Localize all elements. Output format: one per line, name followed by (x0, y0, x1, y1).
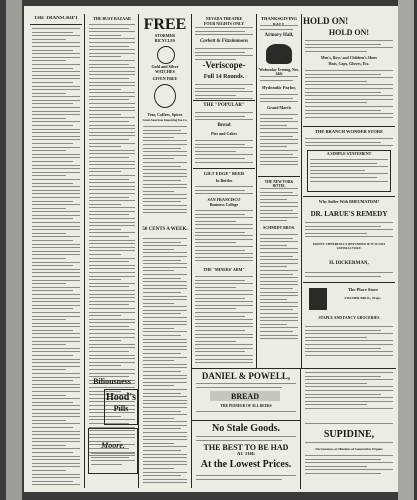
stormer-label: STORMER (154, 33, 176, 38)
at-the-label: AT THE (236, 452, 256, 457)
moore-title: Moore. (101, 441, 125, 450)
bicycle-wheel-icon (157, 46, 175, 64)
masthead-rule (30, 24, 82, 25)
great-american-label: Great American Importing Tea Co. (142, 118, 188, 122)
schmidt-bros-title: SCHMIDT BROS. (263, 225, 295, 230)
bread-title: Bread (217, 123, 231, 128)
new-york-hotel-title: THE NEW YORK HOTEL (264, 180, 294, 188)
moore-ad (88, 428, 138, 474)
watches-label: WATCHES (155, 69, 175, 74)
column-divider (256, 14, 257, 368)
nervousness-label: Nervousness or Illusions of Generative Organs (315, 447, 383, 451)
column-divider (191, 14, 192, 488)
lowest-prices-title: At the Lowest Prices. (200, 459, 292, 470)
full-rounds-title: Full 14 Rounds. (203, 74, 245, 80)
veriscope-title: -Veriscope- (202, 60, 246, 70)
hoods-title: Hood's (105, 392, 136, 403)
san-francisco-title: SAN FRANCISCO (207, 197, 241, 202)
turkey-illustration (266, 44, 292, 64)
dr-larue-title: DR. LARUE'S REMEDY (310, 210, 388, 218)
right-page-edge (398, 0, 414, 500)
column-hold-on (303, 16, 395, 370)
hydraulic-parlor-title: Hydraulic Parlor, (262, 85, 296, 90)
biliousness-ad: Biliousness (93, 377, 131, 386)
wonder-store-title: THE BRANCH WONDER STORE (314, 129, 384, 134)
pills-title: Pills (113, 404, 129, 413)
hold-on-header: HOLD ON! (303, 16, 349, 26)
bread-title-bottom: BREAD (230, 392, 259, 401)
left-page-edge (6, 0, 22, 500)
daniel-powell-title: DANIEL & POWELL, (201, 371, 291, 381)
hoods-pills-ad (104, 389, 138, 425)
given-free-label: GIVEN FREE (152, 76, 178, 81)
gold-silver-label: Gold and Silver (151, 64, 179, 69)
grand-march-title: Grand March (267, 105, 291, 110)
column-divider (301, 14, 302, 368)
free-headline: FREE (143, 16, 187, 33)
armory-hall-title: Armory Hall, (264, 33, 294, 38)
pocket-watch-icon (154, 84, 176, 108)
staple-fancy-title: STAPLE AND FANCY GROCERIES (318, 316, 380, 320)
four-nights-title: FOUR NIGHTS ONLY (203, 21, 245, 26)
money-refunded-note: MONEY CHEERFULLY REFUNDED IF IT IS NOT SATISFACTORY. (312, 242, 386, 250)
fischer-bros-title: FISCHER BROS., Props. (344, 296, 382, 300)
no-stale-goods-ad (194, 423, 298, 489)
bottom-right-text (303, 372, 395, 420)
best-to-be-had: THE BEST TO BE HAD (203, 443, 289, 452)
popular-bakery-title: THE "POPULAR" (203, 103, 245, 108)
column-divider (300, 369, 301, 489)
column-thanksgiving (258, 16, 300, 370)
place-store-title: The Place Store (347, 287, 379, 292)
thanksgiving-ball-title: THANKSGIVING (260, 16, 297, 21)
transcript-text-block (32, 28, 80, 486)
column-free-ad (141, 16, 189, 486)
cents-a-week-label: 50 CENTS A WEEK. (142, 227, 188, 232)
rheumatism-title: Why Suffer With RHEUMATISM? (318, 199, 380, 204)
nevada-theatre-title: NEVADA THEATRE (205, 16, 243, 21)
hats-caps-title: Hats, Caps, Gloves, Etc. (328, 61, 370, 66)
wednesday-date: Wednesday Evening, Nov. 24th (259, 68, 299, 76)
column-divider (84, 14, 85, 488)
hold-on-subheader: HOLD ON! (328, 28, 370, 37)
corbett-title: Corbett & Fitzsimmons (199, 39, 249, 44)
column-divider (138, 14, 139, 488)
store-illustration (309, 288, 327, 310)
simple-statement-box (307, 150, 391, 192)
in-bottles-title: In Bottles (215, 178, 233, 183)
teas-coffees-label: Teas, Coffees, Spices (147, 112, 183, 117)
miners-arm-title: THE "MINERS' ARM" (203, 267, 245, 272)
column-theatre (193, 16, 255, 376)
dickerman-title: H. DICKERMAN, (329, 261, 369, 266)
no-stale-goods-title: No Stale Goods. (211, 423, 281, 434)
simple-statement-title: A SIMPLE STATEMENT (326, 151, 372, 156)
transcript-masthead: THE TRANSCRIPT (33, 16, 79, 21)
daniel-powell-ad (194, 371, 298, 419)
free-text-block (143, 126, 187, 216)
rule (192, 420, 300, 421)
newspaper-page (24, 6, 398, 492)
mens-boys-shoes: Men's, Boys' and Children's Shoes (321, 56, 377, 60)
pies-cakes-title: Pies and Cakes (211, 131, 237, 136)
bottom-section-rule (192, 368, 396, 369)
business-college-title: Business College (209, 202, 239, 207)
busy-bazaar-title: THE BUSY BAZAAR (93, 16, 131, 21)
pioneer-beer-title: THE PIONEER OF ALL BEERS (220, 404, 272, 408)
gilt-edge-title: GILT EDGE" BEER (203, 171, 245, 176)
column-transcript (30, 16, 82, 486)
free-text-block-2 (143, 238, 187, 486)
bicycles-label: BICYCLES (154, 38, 176, 43)
supidine-title: SUPIDINE, (323, 429, 375, 440)
supidine-ad (303, 423, 395, 489)
